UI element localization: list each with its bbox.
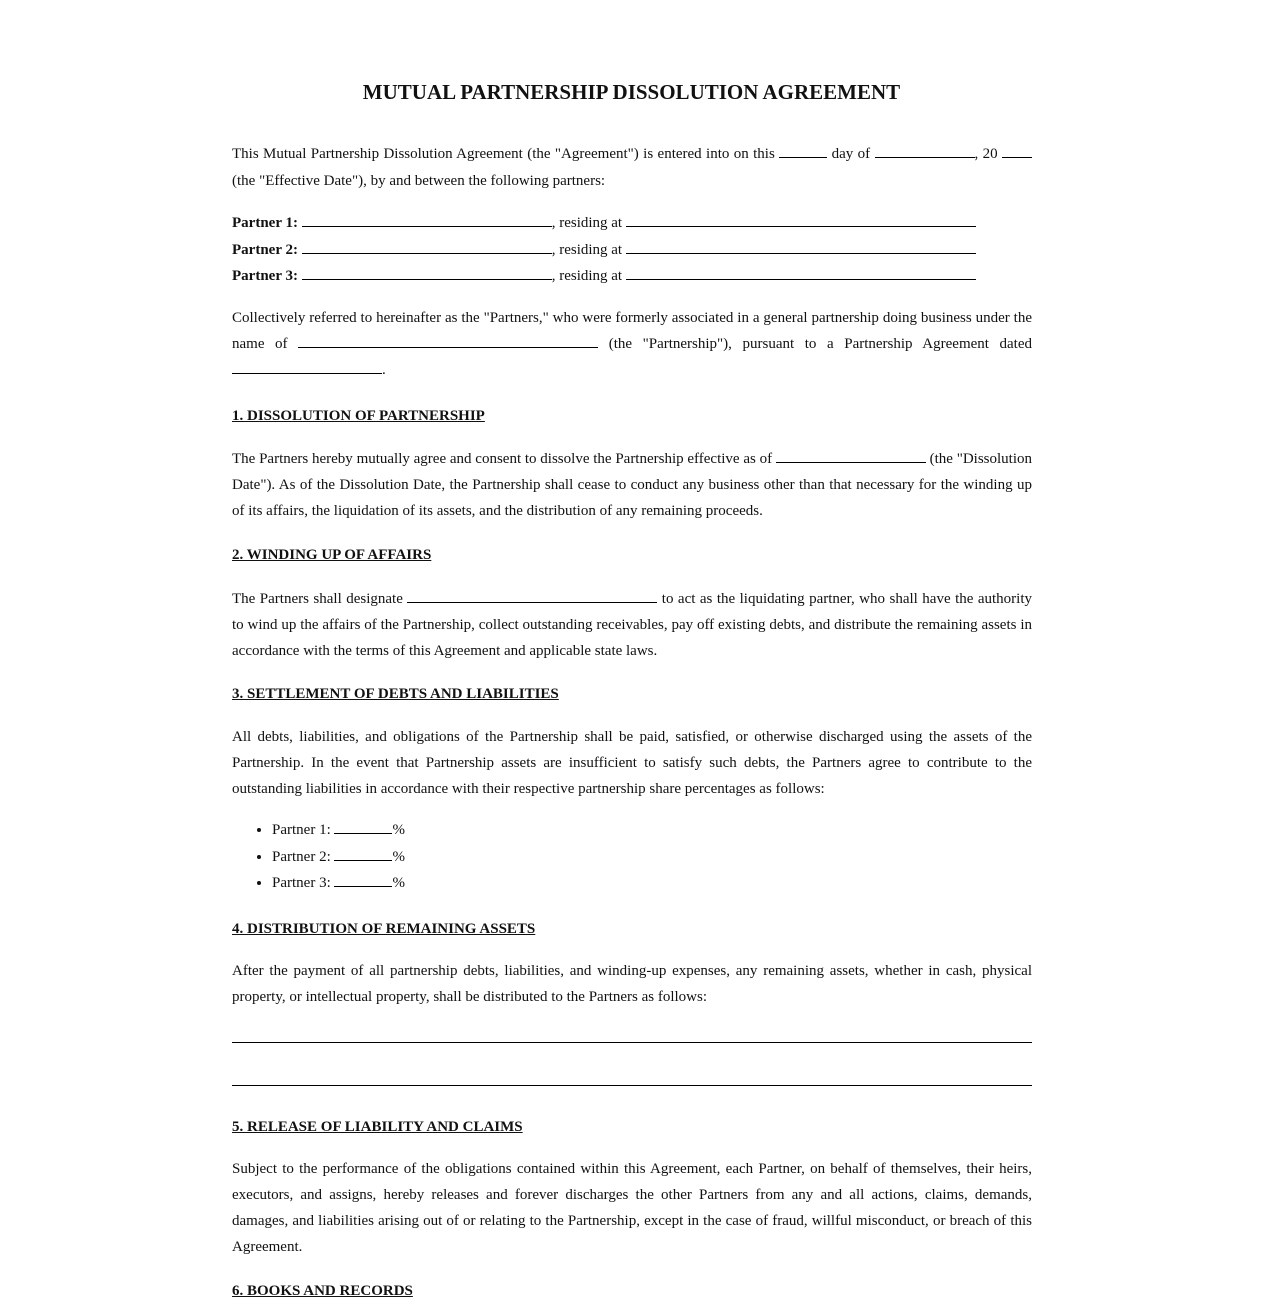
share-percent-blank[interactable] <box>334 871 392 887</box>
share-percent-blank[interactable] <box>334 845 392 861</box>
s1-text-1: The Partners hereby mutually agree and consent to dissolve the Partnership effective as of <box>232 451 773 467</box>
partners-list <box>232 210 1032 290</box>
list-item <box>272 870 405 897</box>
document-title: MUTUAL PARTNERSHIP DISSOLUTION AGREEMENT <box>362 80 901 104</box>
partner-label: Partner 3: <box>232 268 298 284</box>
section-2-heading: 2. WINDING UP OF AFFAIRS <box>232 547 432 563</box>
agreement-date-blank[interactable] <box>232 358 382 374</box>
section-5-heading: 5. RELEASE OF LIABILITY AND CLAIMS <box>232 1119 523 1135</box>
dissolution-date-blank[interactable] <box>776 447 926 463</box>
partner-name-blank[interactable] <box>302 211 552 227</box>
s2-text-1: The Partners shall designate <box>232 591 403 607</box>
intro-text-4: (the "Effective Date"), by and between the following partners: <box>232 173 606 189</box>
list-item <box>272 817 405 844</box>
collective-text-3: . <box>382 362 386 378</box>
distribution-line-1[interactable] <box>232 1042 1032 1043</box>
intro-text-3: , 20 <box>974 146 998 162</box>
partner-address-blank[interactable] <box>626 211 976 227</box>
section-5-body: Subject to the performance of the obligations contained within this Agreement, each Partner, on behalf of themselves, their heirs, executors, and assigns, hereby releases and forever discharges the other Partners from any and all actions, claims, demands, damages, and liabilities arising out of or relating to the Partnership, except in the case of fraud, willful misconduct, or breach of this Agreement. <box>232 1161 1032 1255</box>
section-1-heading: 1. DISSOLUTION OF PARTNERSHIP <box>232 408 485 424</box>
share-percentages-list <box>232 817 405 897</box>
section-6-heading: 6. BOOKS AND RECORDS <box>232 1283 413 1299</box>
partner-row <box>232 237 1032 264</box>
percent-sign: % <box>392 848 405 865</box>
day-blank[interactable] <box>779 142 827 158</box>
distribution-line-2[interactable] <box>232 1085 1032 1086</box>
residing-label: , residing at <box>551 268 623 284</box>
liquidating-partner-blank[interactable] <box>407 587 657 603</box>
section-3-heading: 3. SETTLEMENT OF DEBTS AND LIABILITIES <box>232 686 559 702</box>
share-label: Partner 3: <box>272 875 331 891</box>
partner-row <box>232 210 1032 237</box>
partner-name-blank[interactable] <box>302 238 552 254</box>
section-3-body: All debts, liabilities, and obligations of the Partnership shall be paid, satisfied, or otherwise discharged using the assets of the Partnership. In the event that Partnership assets are insufficient to satisfy such debts, the Partners agree to contribute to the outstanding liabilities in accordance with their respective partnership share percentages as follows: <box>232 729 1032 797</box>
percent-sign: % <box>392 875 405 891</box>
year-blank[interactable] <box>1002 142 1032 158</box>
section-4-heading: 4. DISTRIBUTION OF REMAINING ASSETS <box>232 921 536 937</box>
s1-text-2: (the "Dissolution Date"). As of the Dissolution Date, the Partnership shall cease to conduct any business other than that necessary for the winding up of its affairs, the liquidation of its assets, and the distribution of any remaining proceeds. <box>232 451 1033 519</box>
share-percent-blank[interactable] <box>334 818 392 834</box>
residing-label: , residing at <box>551 241 623 258</box>
section-2-body <box>232 586 1032 664</box>
collective-paragraph <box>232 305 1032 383</box>
section-1-body <box>232 446 1032 524</box>
intro-text-1: This Mutual Partnership Dissolution Agreement (the "Agreement") is entered into on this <box>232 146 775 162</box>
partner-address-blank[interactable] <box>626 238 976 254</box>
business-name-blank[interactable] <box>298 332 598 348</box>
partner-label: Partner 1: <box>232 215 298 231</box>
list-item <box>272 844 405 871</box>
collective-text-2: (the "Partnership"), pursuant to a Partnership Agreement dated <box>608 336 1032 352</box>
residing-label: , residing at <box>551 215 623 231</box>
partner-name-blank[interactable] <box>302 264 552 280</box>
intro-paragraph <box>232 141 1032 195</box>
section-4-body: After the payment of all partnership debts, liabilities, and winding-up expenses, any remaining assets, whether in cash, physical property, or intellectual property, shall be distributed to the Partners as follows: <box>232 963 1032 1005</box>
collective-text-1: Collectively referred to hereinafter as the "Partners," who were formerly associated in a general partnership doing business under the name of <box>232 310 1032 352</box>
share-label: Partner 2: <box>272 848 331 865</box>
partner-label: Partner 2: <box>232 241 298 258</box>
share-label: Partner 1: <box>272 822 331 838</box>
intro-text-2: day of <box>831 146 871 162</box>
partner-address-blank[interactable] <box>626 264 976 280</box>
s2-text-2: to act as the liquidating partner, who shall have the authority to wind up the affairs of the Partnership, collect outstanding receivables, pay off existing debts, and distribute the remaining assets in accordance with the terms of this Agreement and applicable state laws. <box>232 591 1033 659</box>
percent-sign: % <box>392 822 405 838</box>
month-blank[interactable] <box>875 142 975 158</box>
partner-row <box>232 263 1032 290</box>
